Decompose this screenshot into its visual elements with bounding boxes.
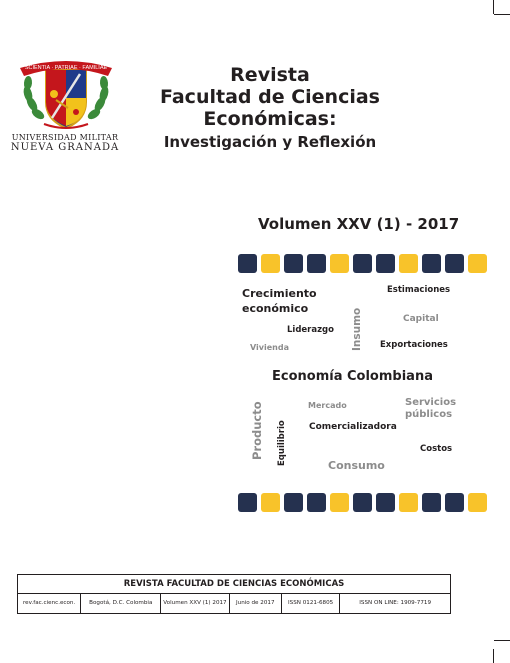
tile-navy — [238, 254, 257, 273]
tile-navy — [376, 254, 395, 273]
tile-navy — [238, 493, 257, 512]
svg-text:SCIENTIA · PATRIAE · FAMILIAE: SCIENTIA · PATRIAE · FAMILIAE — [24, 65, 108, 71]
tile-gold — [468, 493, 487, 512]
footer-cell-abbrev: rev.fac.cienc.econ. — [18, 594, 81, 613]
tile-gold — [468, 254, 487, 273]
crop-mark-bottom-right-h — [494, 640, 510, 641]
tile-navy — [445, 493, 464, 512]
keyword-liderazgo: Liderazgo — [287, 325, 334, 335]
tile-gold — [330, 493, 349, 512]
footer-cell-issn-online: ISSN ON LINE: 1909-7719 — [359, 600, 431, 606]
tile-navy — [307, 254, 326, 273]
keyword-estimaciones: Estimaciones — [387, 285, 451, 295]
keyword-economico: económico — [242, 302, 309, 315]
crop-mark-top-right-h — [494, 14, 510, 15]
keyword-publicos: públicos — [405, 409, 453, 420]
footer-heading: REVISTA FACULTAD DE CIENCIAS ECONÓMICAS — [18, 575, 450, 594]
keyword-consumo: Consumo — [328, 459, 385, 472]
tile-navy — [422, 254, 441, 273]
tile-row-top — [238, 254, 493, 273]
tile-navy — [353, 493, 372, 512]
keyword-vivienda: Vivienda — [250, 343, 289, 352]
journal-title-line2: Facultad de Ciencias Económicas: — [160, 86, 380, 130]
tile-gold — [399, 493, 418, 512]
university-name-line2: NUEVA GRANADA — [10, 142, 120, 153]
journal-title — [100, 64, 440, 152]
footer-cell-issn: ISSN 0121-6805 — [282, 594, 340, 613]
footer-info-table — [17, 574, 451, 614]
journal-title-line1: Revista — [230, 64, 310, 86]
tile-navy — [445, 254, 464, 273]
volume-label: Volumen XXV (1) - 2017 — [258, 215, 460, 233]
keyword-crecimiento: Crecimiento — [242, 287, 317, 300]
keyword-servicios: Servicios — [405, 397, 457, 408]
keyword-economia-colombiana: Economía Colombiana — [272, 369, 433, 384]
tile-gold — [330, 254, 349, 273]
footer-cell-city: Bogotá, D.C. Colombia — [81, 594, 161, 613]
tile-navy — [284, 493, 303, 512]
journal-title-line3: Investigación y Reflexión — [163, 133, 377, 151]
keyword-capital: Capital — [403, 314, 439, 324]
tile-navy — [284, 254, 303, 273]
tile-gold — [261, 254, 280, 273]
tile-navy — [376, 493, 395, 512]
footer-cell-volume: Volumen XXV (1) 2017 — [161, 594, 229, 613]
tile-navy — [307, 493, 326, 512]
keyword-comercializadora: Comercializadora — [309, 422, 397, 432]
tile-row-bottom — [238, 493, 493, 512]
university-name-line1: UNIVERSIDAD MILITAR — [11, 133, 119, 142]
footer-row — [18, 594, 450, 613]
keyword-mercado: Mercado — [308, 401, 347, 410]
keyword-producto: Producto — [250, 401, 264, 460]
tile-navy — [353, 254, 372, 273]
tile-gold — [399, 254, 418, 273]
footer-cell-date: Junio de 2017 — [230, 594, 282, 613]
keyword-equilibrio: Equilibrio — [277, 420, 287, 466]
tile-gold — [261, 493, 280, 512]
crop-mark-bottom-right-v — [493, 649, 494, 663]
keyword-costos: Costos — [420, 444, 453, 454]
keyword-insumo: Insumo — [351, 307, 363, 351]
crop-mark-top-right-v — [493, 0, 494, 14]
keyword-exportaciones: Exportaciones — [380, 340, 448, 350]
tile-navy — [422, 493, 441, 512]
